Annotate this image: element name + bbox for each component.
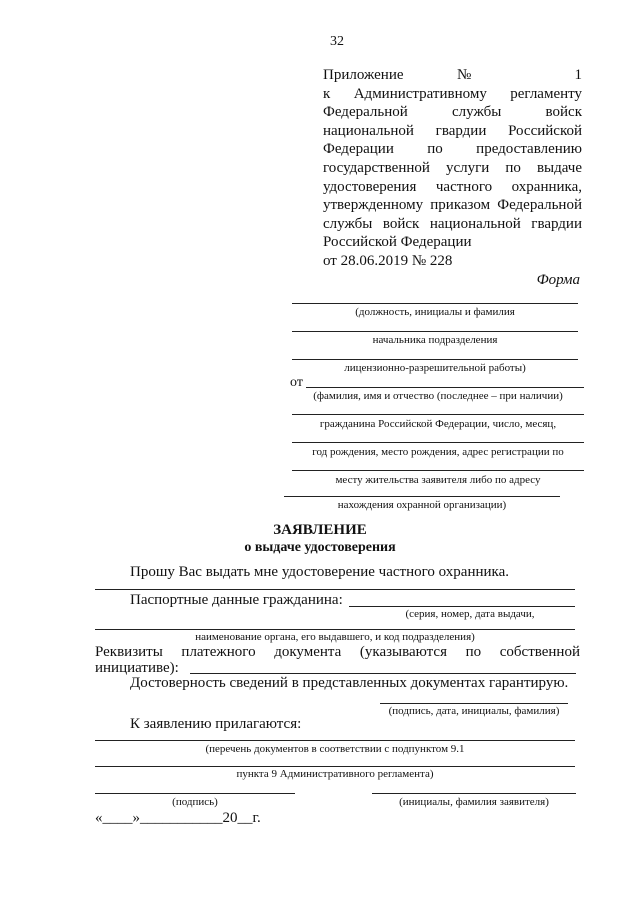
payment-text-2: инициативе): <box>95 660 179 676</box>
fill-line <box>95 740 575 741</box>
addressee-caption: (должность, инициалы и фамилия <box>355 306 515 318</box>
from-label: от <box>290 375 303 390</box>
sign-caption: (подпись) <box>172 796 218 808</box>
issuer-caption: наименование органа, его выдавшего, и код подразделения) <box>195 631 475 643</box>
docs-caption: (перечень документов в соответствии с подпунктом 9.1 <box>205 743 465 755</box>
docs-caption: пункта 9 Административного регламента) <box>236 768 434 780</box>
appendix-line: Федерации по предоставлению <box>323 141 582 158</box>
appendix-line: Российской Федерации <box>323 234 472 251</box>
appendix-line: от 28.06.2019 № 228 <box>323 252 453 269</box>
addressee-line <box>292 303 578 304</box>
passport-line <box>349 606 575 607</box>
appendix-line: к Административному регламенту <box>323 85 582 102</box>
addressee-caption: лицензионно-разрешительной работы) <box>344 362 526 374</box>
applicant-line <box>306 387 584 388</box>
request-text: Прошу Вас выдать мне удостоверение частного охранника. <box>130 564 509 580</box>
fill-line <box>95 589 575 590</box>
document-title: ЗАЯВЛЕНИЕ <box>273 522 367 538</box>
addressee-caption: начальника подразделения <box>372 334 498 346</box>
appendix-header <box>323 66 582 271</box>
signature-caption: (подпись, дата, инициалы, фамилия) <box>388 705 560 717</box>
addressee-line <box>292 331 578 332</box>
applicant-caption: (фамилия, имя и отчество (последнее – при наличии) <box>313 390 563 402</box>
sign-line <box>95 793 295 794</box>
applicant-caption: гражданина Российской Федерации, число, месяц, <box>319 418 557 430</box>
attachments-label: К заявлению прилагаются: <box>130 716 302 732</box>
signature-line <box>380 703 568 704</box>
appendix-line: государственной услуги по выдаче <box>323 159 582 176</box>
fill-line <box>95 766 575 767</box>
document-subtitle: о выдаче удостоверения <box>244 540 396 555</box>
applicant-line <box>292 442 584 443</box>
applicant-caption: месту жительства заявителя либо по адресу <box>335 474 541 486</box>
applicant-caption: год рождения, место рождения, адрес регистрации по <box>312 446 564 458</box>
name-caption: (инициалы, фамилия заявителя) <box>399 796 549 808</box>
appendix-line: утвержденному приказом Федеральной <box>323 197 582 214</box>
appendix-line: службы войск национальной гвардии <box>323 215 582 232</box>
guarantee-text: Достоверность сведений в представленных документах гарантирую. <box>130 675 569 691</box>
date-line: «____»___________20__г. <box>95 810 261 826</box>
addressee-line <box>292 359 578 360</box>
page-number: 32 <box>330 34 344 49</box>
appendix-line: национальной гвардии Российской <box>323 122 582 139</box>
payment-line <box>190 673 576 674</box>
applicant-line <box>292 414 584 415</box>
appendix-line: удостоверения частного охранника, <box>323 178 582 195</box>
passport-caption: (серия, номер, дата выдачи, <box>405 608 535 620</box>
name-line <box>372 793 576 794</box>
appendix-line: Федеральной службы войск <box>323 104 582 121</box>
applicant-line <box>284 496 560 497</box>
form-label: Форма <box>536 272 580 288</box>
payment-text: Реквизиты платежного документа (указываются по собственной <box>95 644 580 660</box>
applicant-line <box>292 470 584 471</box>
appendix-line: Приложение № 1 <box>323 67 582 83</box>
fill-line <box>95 629 575 630</box>
applicant-caption: нахождения охранной организации) <box>337 499 507 511</box>
passport-label: Паспортные данные гражданина: <box>130 592 343 608</box>
